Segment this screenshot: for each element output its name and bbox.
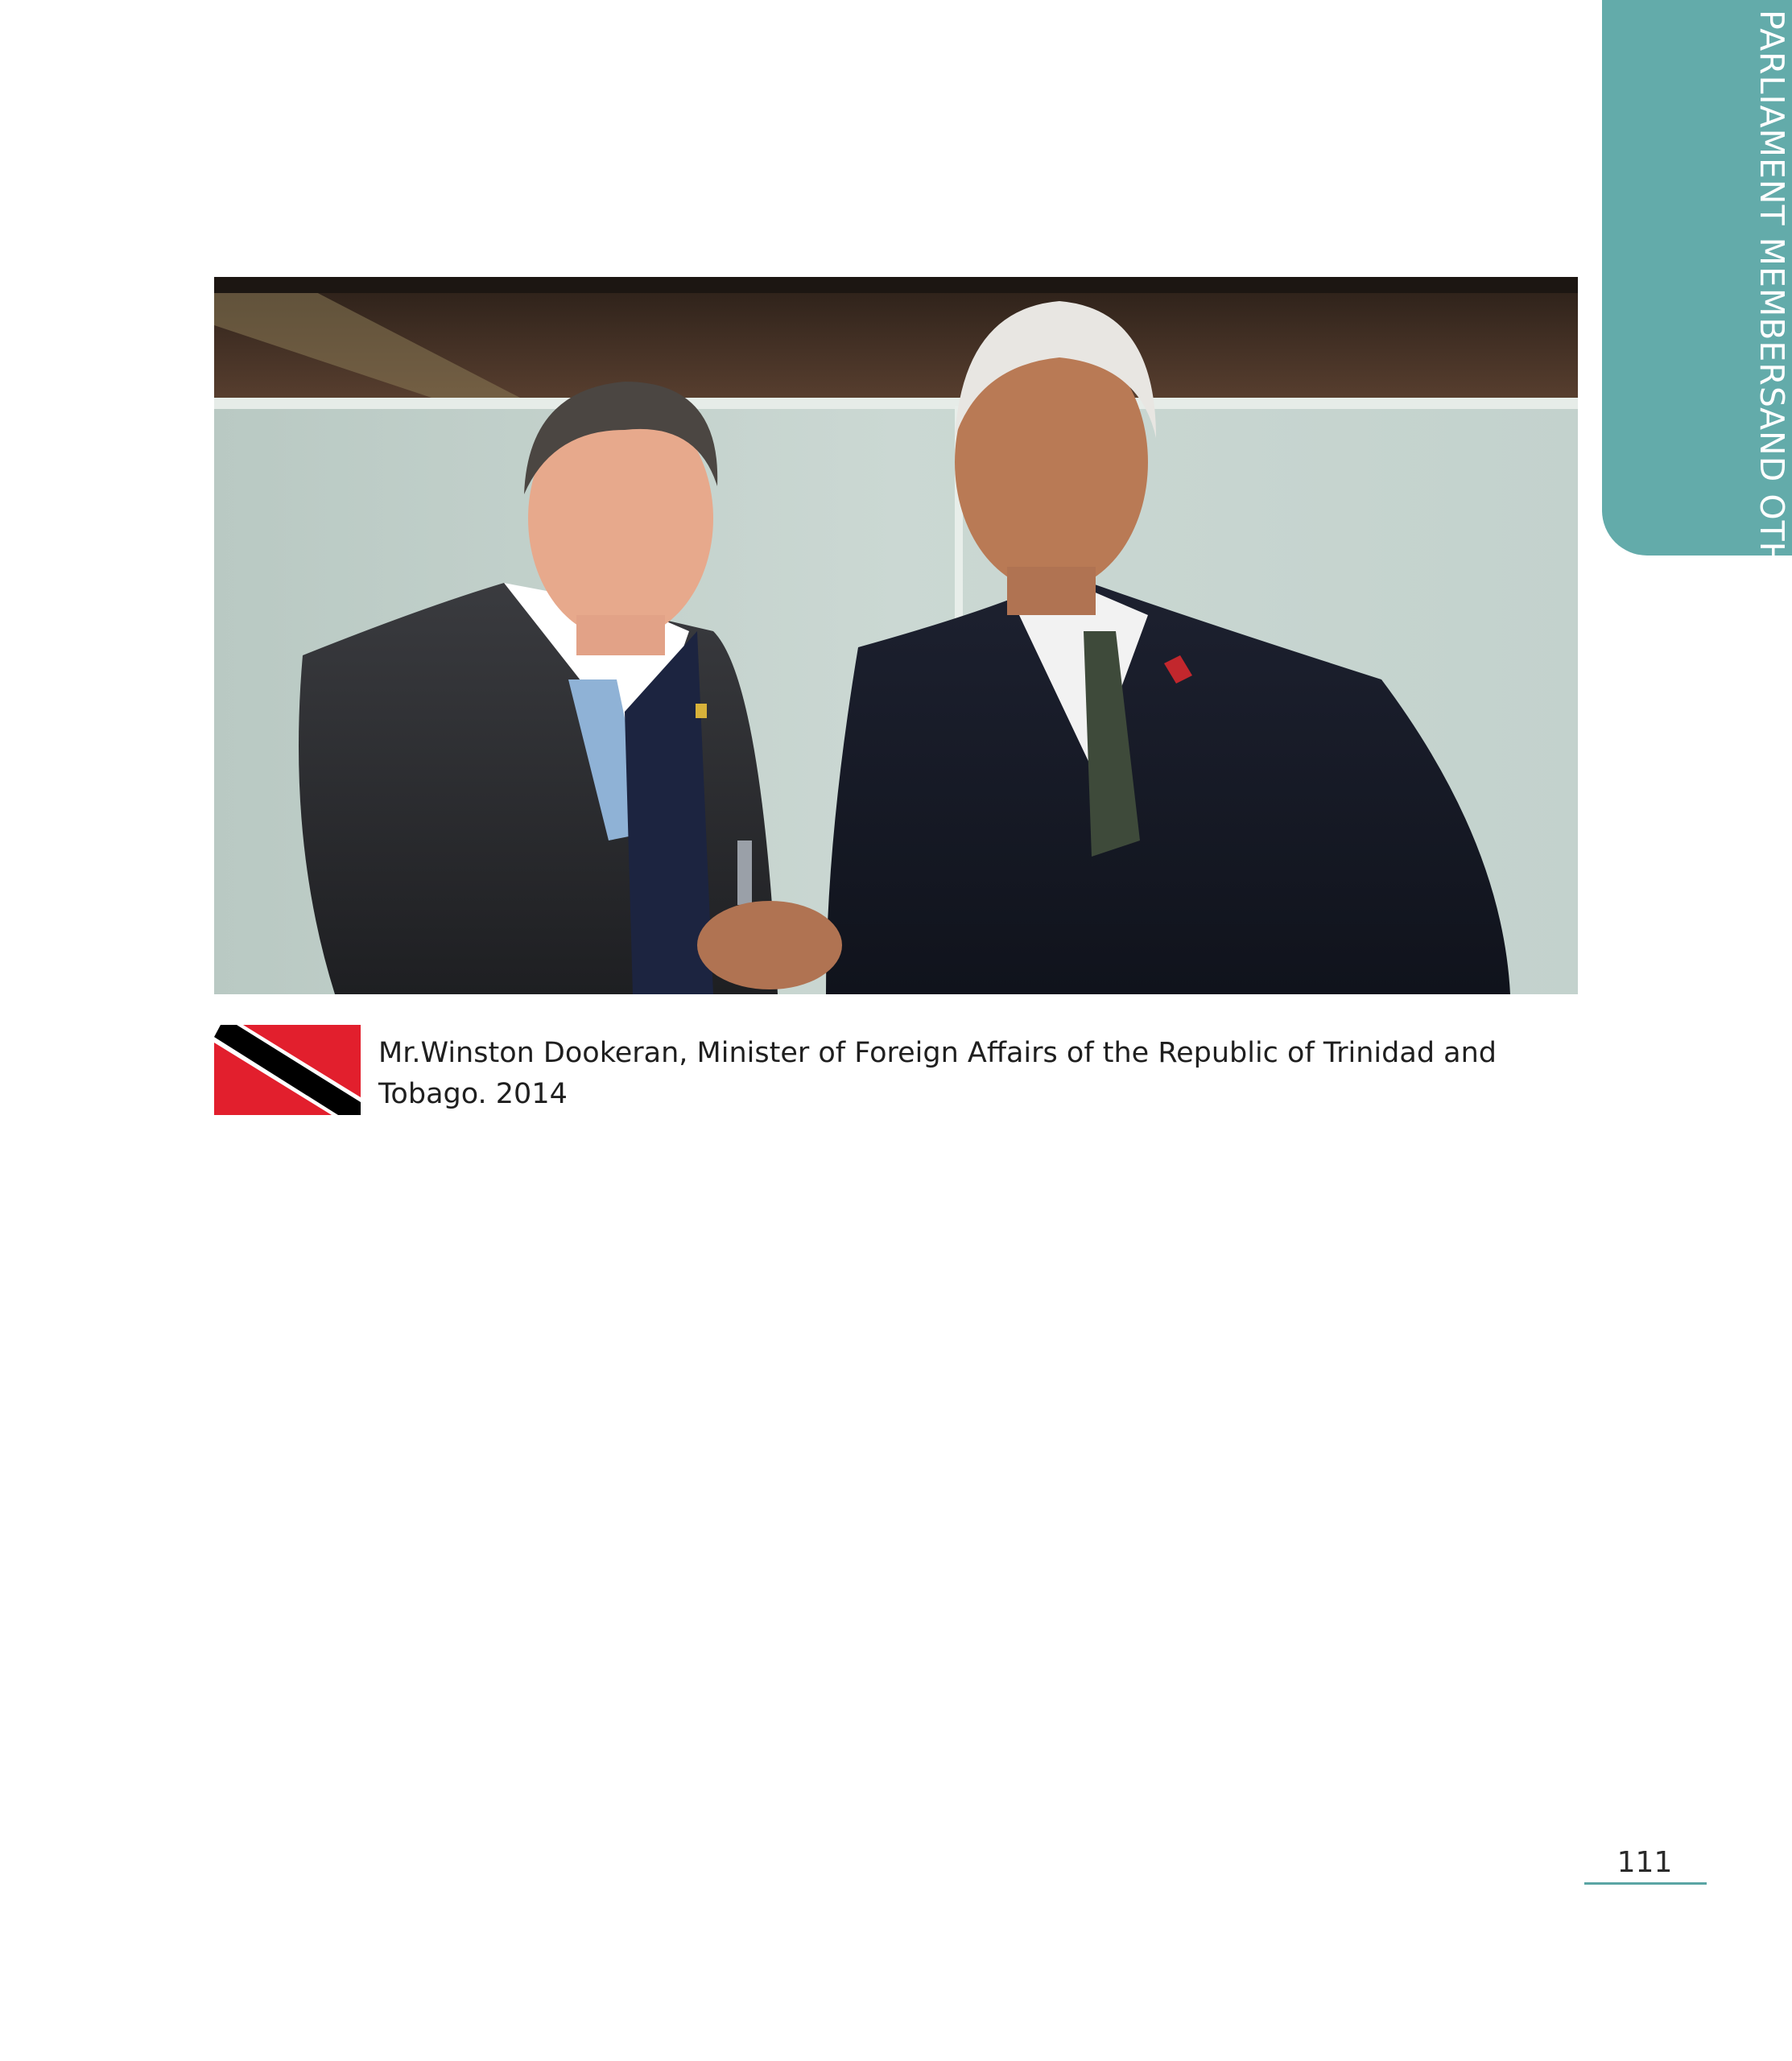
section-tab-line-2: AND OTHERS — [1753, 407, 1791, 635]
handshake-photo — [214, 277, 1578, 994]
page-number-rule — [1584, 1882, 1707, 1885]
flag-icon — [214, 1025, 361, 1115]
trinidad-and-tobago-flag — [214, 1025, 361, 1115]
section-tab-line-1: PARLIAMENT MEMBERS — [1753, 9, 1791, 408]
handshake-hands — [697, 901, 842, 989]
section-tab-label — [1602, 9, 1792, 635]
photo-illustration — [214, 277, 1578, 994]
photo-caption: Mr.Winston Dookeran, Minister of Foreign Affairs of the Republic of Trinidad and Tobago. 2014 — [378, 1037, 1497, 1110]
page-number: 111 — [1617, 1846, 1673, 1879]
section-tab — [1602, 0, 1792, 635]
